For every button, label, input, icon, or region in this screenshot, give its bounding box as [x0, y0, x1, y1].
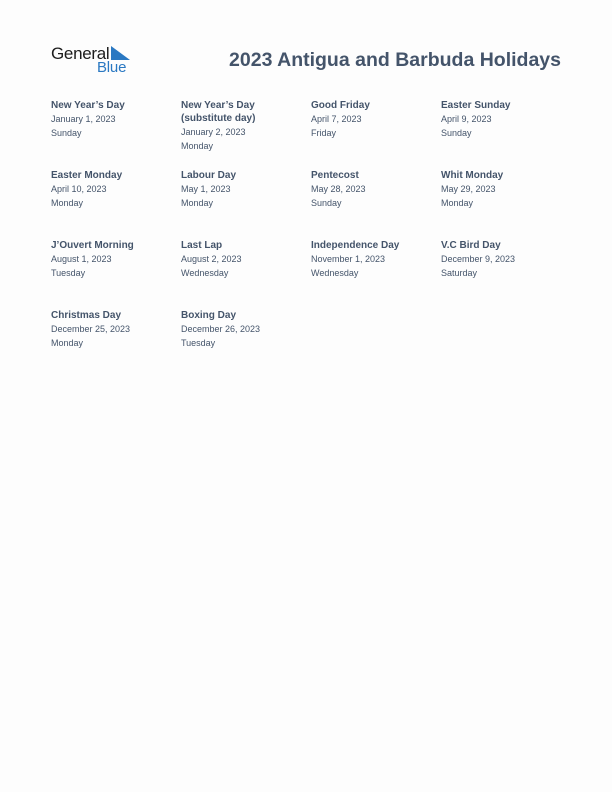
holiday-weekday: Sunday	[441, 128, 472, 138]
holiday-name: J’Ouvert Morning	[51, 240, 134, 251]
holiday-weekday: Sunday	[51, 128, 82, 138]
holiday-weekday: Wednesday	[181, 268, 229, 278]
holiday-weekday: Monday	[181, 198, 214, 208]
holiday-item	[51, 169, 179, 210]
holiday-item	[441, 239, 569, 280]
holiday-name: Easter Sunday	[441, 100, 511, 111]
holiday-date: May 28, 2023	[311, 184, 366, 194]
holiday-item	[311, 169, 439, 210]
holiday-date: April 9, 2023	[441, 114, 492, 124]
holiday-weekday: Tuesday	[51, 268, 86, 278]
holiday-item	[181, 239, 309, 280]
holiday-weekday: Monday	[51, 198, 84, 208]
holiday-name: New Year’s Day	[51, 100, 125, 111]
holiday-weekday: Sunday	[311, 198, 342, 208]
holiday-date: January 1, 2023	[51, 114, 116, 124]
holiday-item	[311, 239, 439, 280]
holiday-weekday: Friday	[311, 128, 337, 138]
holiday-name-qualifier: (substitute day)	[181, 113, 256, 124]
holiday-name: Independence Day	[311, 240, 400, 251]
holiday-name: Last Lap	[181, 240, 223, 251]
holiday-weekday: Tuesday	[181, 338, 216, 348]
holiday-date: December 25, 2023	[51, 324, 131, 334]
holiday-date: May 29, 2023	[441, 184, 496, 194]
holiday-item	[311, 99, 439, 140]
holiday-name: Whit Monday	[441, 170, 504, 181]
holiday-weekday: Monday	[51, 338, 84, 348]
holiday-item	[181, 169, 309, 210]
holiday-date: August 2, 2023	[181, 254, 242, 264]
holiday-item	[441, 99, 569, 140]
holiday-name: Easter Monday	[51, 170, 123, 181]
holiday-date: April 7, 2023	[311, 114, 362, 124]
holiday-name: Labour Day	[181, 170, 237, 181]
holiday-weekday: Monday	[441, 198, 474, 208]
holiday-weekday: Saturday	[441, 268, 478, 278]
holiday-date: May 1, 2023	[181, 184, 231, 194]
logo-blue-text: Blue	[97, 59, 127, 76]
holiday-name: Boxing Day	[181, 310, 237, 321]
holiday-date: December 26, 2023	[181, 324, 261, 334]
holiday-item	[181, 99, 309, 153]
holiday-name: New Year’s Day	[181, 100, 255, 111]
logo-general-text: General	[51, 44, 110, 63]
holiday-name: Good Friday	[311, 100, 370, 111]
holiday-weekday: Monday	[181, 141, 214, 151]
holiday-date: August 1, 2023	[51, 254, 112, 264]
logo-triangle-icon	[111, 46, 130, 60]
holiday-item	[51, 239, 179, 280]
holiday-date: April 10, 2023	[51, 184, 107, 194]
holiday-item	[51, 99, 179, 140]
holiday-date: November 1, 2023	[311, 254, 386, 264]
holiday-item	[441, 169, 569, 210]
holiday-name: Pentecost	[311, 170, 359, 181]
holiday-date: January 2, 2023	[181, 127, 246, 137]
generalblue-logo	[51, 43, 141, 77]
holiday-name: Christmas Day	[51, 310, 122, 321]
holiday-date: December 9, 2023	[441, 254, 516, 264]
holiday-item	[51, 309, 179, 350]
holiday-weekday: Wednesday	[311, 268, 359, 278]
page-title: 2023 Antigua and Barbuda Holidays	[229, 49, 561, 71]
holiday-item	[181, 309, 309, 350]
holiday-name: V.C Bird Day	[441, 240, 501, 251]
